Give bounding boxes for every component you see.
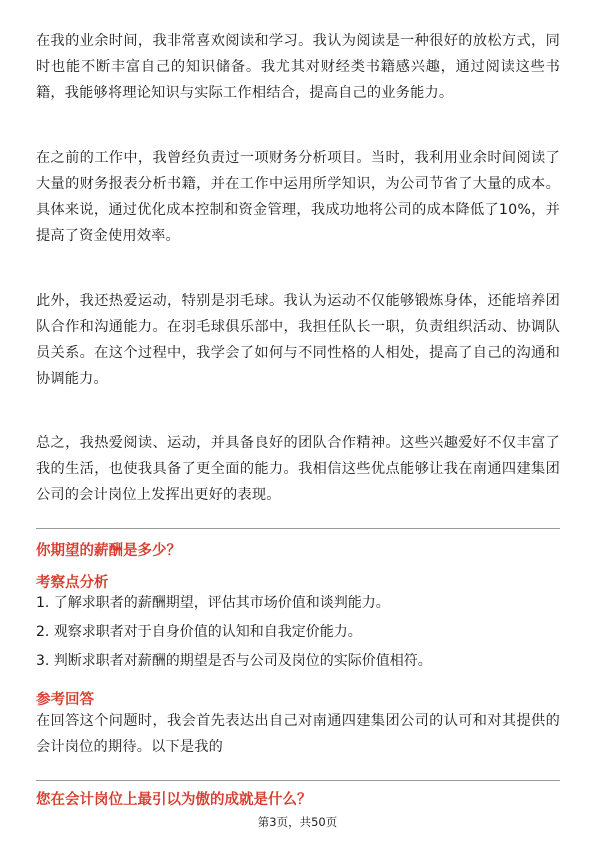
paragraph-summary: 总之，我热爱阅读、运动，并具备良好的团队合作精神。这些兴趣爱好不仅丰富了我的生活，也使我具备了更全面的能力。我相信这些优点能够让我在南通四建集团公司的会计岗位上发挥出更好的表现。 <box>36 435 560 503</box>
paragraph-hobbies-reading: 在我的业余时间，我非常喜欢阅读和学习。我认为阅读是一种很好的放松方式，同时也能不断丰富自己的知识储备。我尤其对财经类书籍感兴趣，通过阅读这些书籍，我能够将理论知识与实际工作相结合，提高自己的业务能力。 <box>36 33 560 101</box>
answer-paragraph: 在回答这个问题时，我会首先表达出自己对南通四建集团公司的认可和对其提供的会计岗位的期待。以下是我的 <box>36 713 560 755</box>
question-heading-salary: 你期望的薪酬是多少？ <box>36 543 181 559</box>
analysis-item: 3. 判断求职者对薪酬的期望是否与公司及岗位的实际价值相符。 <box>36 653 432 669</box>
paragraph-finance-project: 在之前的工作中，我曾经负责过一项财务分析项目。当时，我利用业余时间阅读了大量的财务报表分析书籍，并在工作中运用所学知识，为公司节省了大量的成本。具体来说，通过优化成本控制和资金管理，我成功地将公司的成本降低了10%，并提高了资金使用效率。 <box>36 150 560 244</box>
paragraph-sports: 此外，我还热爱运动，特别是羽毛球。我认为运动不仅能够锻炼身体，还能培养团队合作和沟通能力。在羽毛球俱乐部中，我担任队长一职，负责组织活动、协调队员关系。在这个过程中，我学会了如何与不同性格的人相处，提高了自己的沟通和协调能力。 <box>36 293 560 387</box>
section-divider <box>36 780 560 781</box>
analysis-item: 2. 观察求职者对于自身价值的认知和自我定价能力。 <box>36 624 362 640</box>
page-footer: 第3页，共50页 <box>257 815 338 829</box>
question-heading-achievement: 您在会计岗位上最引以为傲的成就是什么？ <box>36 792 312 808</box>
section-divider <box>36 528 560 529</box>
analysis-heading: 考察点分析 <box>36 575 109 591</box>
answer-heading: 参考回答 <box>36 692 94 708</box>
analysis-item: 1. 了解求职者的薪酬期望，评估其市场价值和谈判能力。 <box>36 595 390 611</box>
